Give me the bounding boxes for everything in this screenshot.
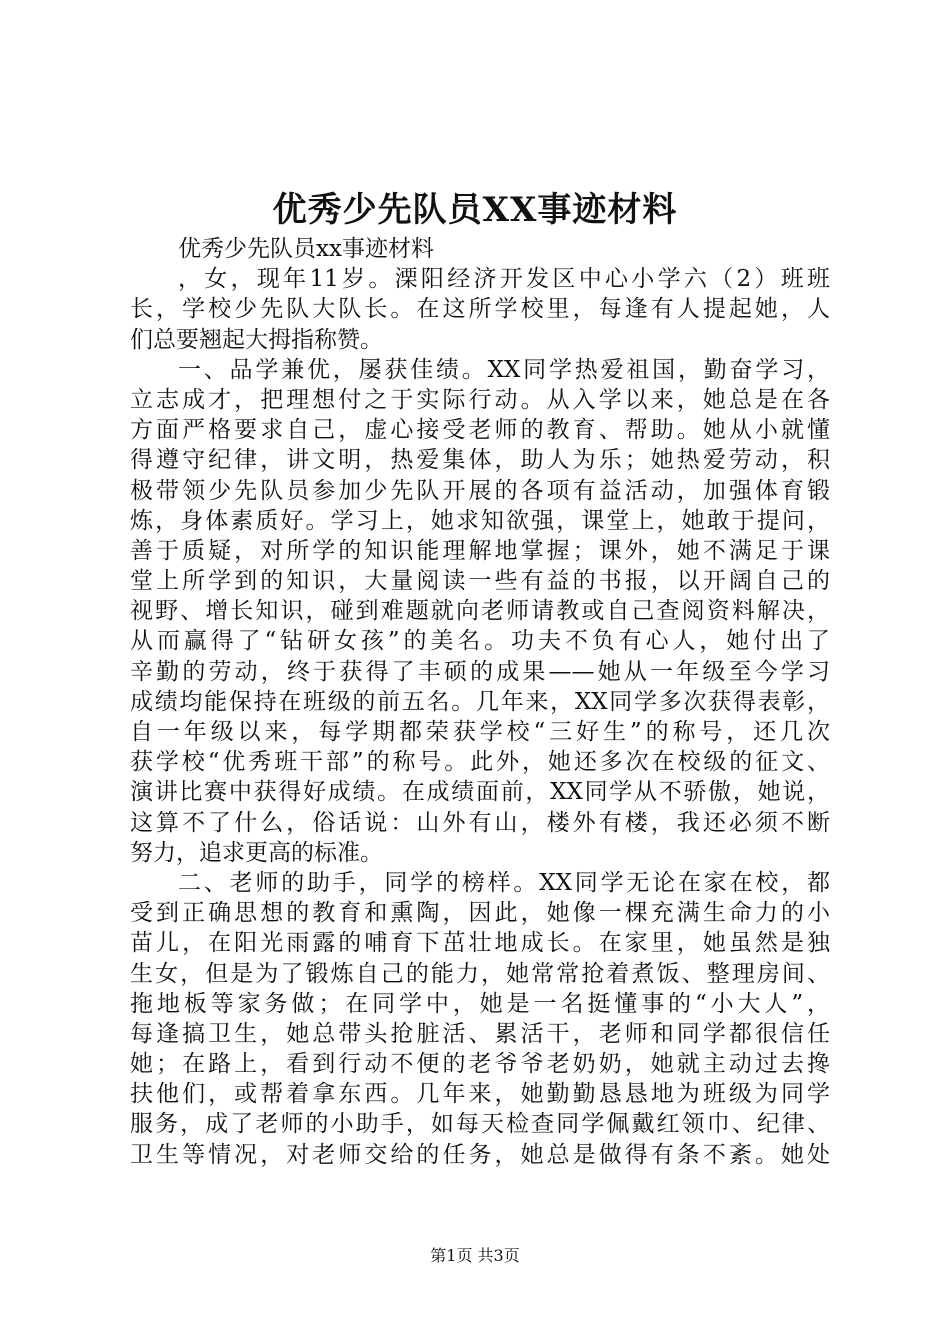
body-line: 方面严格要求自己，虚心接受老师的教育、帮助。她从小就懂 bbox=[130, 417, 830, 444]
body-line: 们总要翘起大拇指称赞。 bbox=[130, 326, 383, 353]
document-body bbox=[130, 234, 830, 1170]
body-line: 努力，追求更高的标准。 bbox=[130, 839, 383, 866]
body-line: 从而赢得了“钻研女孩”的美名。功夫不负有心人，她付出了 bbox=[130, 628, 830, 655]
body-line: 扶他们，或帮着拿东西。几年来，她勤勤恳恳地为班级为同学 bbox=[130, 1081, 830, 1108]
body-line: 善于质疑，对所学的知识能理解地掌握；课外，她不满足于课 bbox=[130, 537, 830, 564]
body-line: 辛勤的劳动，终于获得了丰硕的成果——她从一年级至今学习 bbox=[130, 658, 830, 685]
body-line: 长，学校少先队大队长。在这所学校里，每逢有人提起她，人 bbox=[130, 296, 830, 323]
body-line: 炼，身体素质好。学习上，她求知欲强，课堂上，她敢于提问， bbox=[130, 507, 830, 534]
subtitle-line: 优秀少先队员xx事迹材料 bbox=[178, 236, 434, 262]
body-line: 受到正确思想的教育和熏陶，因此，她像一棵充满生命力的小 bbox=[130, 900, 830, 927]
body-line: 视野、增长知识，碰到难题就向老师请教或自己查阅资料解决， bbox=[130, 598, 830, 625]
body-line: 二、老师的助手，同学的榜样。XX同学无论在家在校，都 bbox=[178, 869, 830, 896]
body-line: 每逢搞卫生，她总带头抢脏活、累活干，老师和同学都很信任 bbox=[130, 1020, 830, 1047]
body-line: 堂上所学到的知识，大量阅读一些有益的书报，以开阔自己的 bbox=[130, 568, 830, 595]
body-line: 自一年级以来，每学期都荣获学校“三好生”的称号，还几次 bbox=[130, 719, 830, 745]
page-footer: 第1页 共3页 bbox=[430, 1246, 520, 1265]
body-line: 生女，但是为了锻炼自己的能力，她常常抢着煮饭、整理房间、 bbox=[130, 960, 830, 987]
body-line: 获学校“优秀班干部”的称号。此外，她还多次在校级的征文、 bbox=[130, 749, 830, 776]
body-line: 演讲比赛中获得好成绩。在成绩面前，XX同学从不骄傲，她说， bbox=[130, 779, 830, 806]
body-line: 立志成才，把理想付之于实际行动。从入学以来，她总是在各 bbox=[130, 386, 830, 413]
body-line: 拖地板等家务做；在同学中，她是一名挺懂事的“小大人”， bbox=[130, 990, 830, 1017]
body-line: 这算不了什么，俗话说：山外有山，楼外有楼，我还必须不断 bbox=[130, 809, 830, 836]
body-line: 她；在路上，看到行动不便的老爷爷老奶奶，她就主动过去搀 bbox=[130, 1051, 830, 1078]
body-line: 成绩均能保持在班级的前五名。几年来，XX同学多次获得表彰， bbox=[130, 688, 830, 715]
page-title: 优秀少先队员XX事迹材料 bbox=[272, 190, 678, 230]
body-line: 得遵守纪律，讲文明，热爱集体，助人为乐；她热爱劳动，积 bbox=[130, 447, 830, 474]
body-line: ，女，现年11岁。溧阳经济开发区中心小学六（2）班班 bbox=[178, 266, 830, 293]
body-line: 苗儿，在阳光雨露的哺育下茁壮地成长。在家里，她虽然是独 bbox=[130, 930, 830, 957]
body-line: 卫生等情况，对老师交给的任务，她总是做得有条不紊。她处 bbox=[130, 1141, 830, 1168]
body-line: 一、品学兼优，屡获佳绩。XX同学热爱祖国，勤奋学习， bbox=[178, 356, 830, 383]
body-line: 极带领少先队员参加少先队开展的各项有益活动，加强体育锻 bbox=[130, 477, 830, 504]
body-line: 服务，成了老师的小助手，如每天检查同学佩戴红领巾、纪律、 bbox=[130, 1111, 830, 1138]
